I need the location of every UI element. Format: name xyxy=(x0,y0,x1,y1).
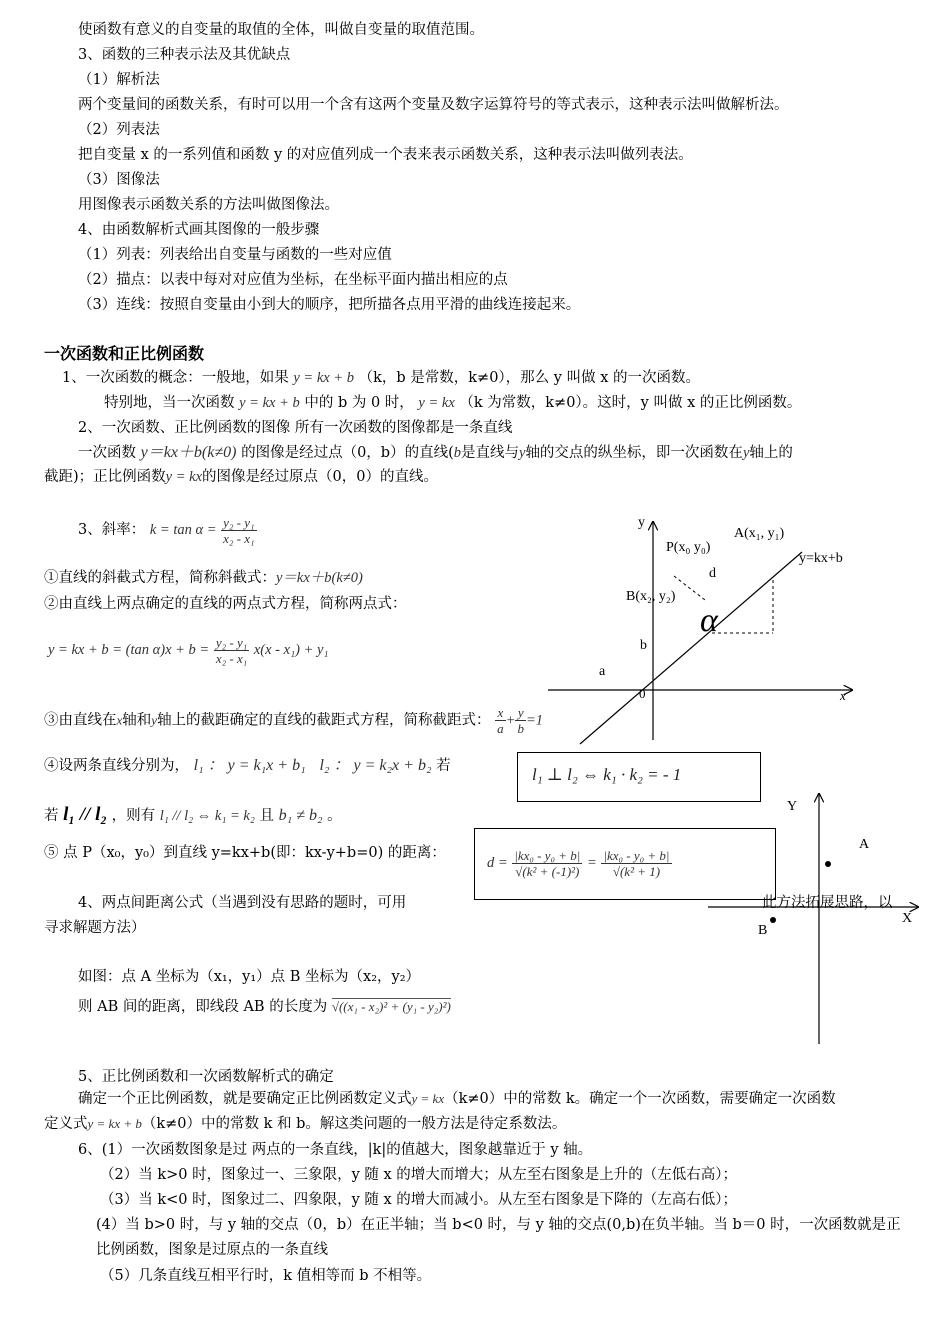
point-b-label: B xyxy=(758,923,768,938)
text: 轴和 xyxy=(122,712,152,729)
numerator: |kx₀ - y₀ + b| xyxy=(514,847,581,863)
denominator: √(k² + (-1)²) xyxy=(515,863,580,879)
fraction xyxy=(512,848,582,879)
formula: y＝kx＋b(k≠0) xyxy=(276,570,363,586)
text-line xyxy=(48,632,328,668)
text: 确定一个正比例函数，就是要确定正比例函数定义式 xyxy=(78,1091,412,1107)
text-line xyxy=(104,393,801,413)
distance-label: d xyxy=(709,566,716,581)
text: 是直线与 xyxy=(461,445,519,461)
numerator: |kx₀ - y₀ + b| xyxy=(603,847,670,863)
formula: l₂ ： y = k₂x + b₂ xyxy=(319,757,432,774)
text-line: 使函数有意义的自变量的取值的全体，叫做自变量的取值范围。 xyxy=(78,22,484,38)
y-axis-label: Y xyxy=(787,799,798,814)
dashed-distance xyxy=(674,576,705,600)
text-line: 4、由函数解析式画其图像的一般步骤 xyxy=(78,222,320,238)
formula: l₁ // l₂ xyxy=(63,804,107,825)
denominator: x₂ - x₁ xyxy=(223,530,255,546)
text-line: （5）几条直线互相平行时，k 值相等而 b 不相等。 xyxy=(100,1268,432,1284)
y-axis-label: y xyxy=(638,515,645,530)
point-b-label: B(x₂, y₂) xyxy=(626,589,676,604)
formula: y xyxy=(151,712,158,728)
text-line xyxy=(78,512,257,548)
text: 。 xyxy=(327,808,342,824)
text-line: 两个变量间的函数关系，有时可以用一个含有这两个变量及数字运算符号的等式表示，这种表示法叫做解析法。 xyxy=(78,97,789,113)
numerator: y₂ - y₁ xyxy=(223,514,255,530)
text-line xyxy=(44,568,363,588)
text-line: 5、正比例函数和一次函数解析式的确定 xyxy=(78,1069,334,1085)
text: 轴的交点的纵坐标，即一次函数在 xyxy=(525,445,743,461)
formula: =1 xyxy=(525,712,544,729)
text: 一次函数 xyxy=(78,445,136,461)
text: 1、一次函数的概念：一般地，如果 xyxy=(62,370,289,386)
formula: y = kx xyxy=(418,395,455,411)
text-line: 此方法拓展思路，以 xyxy=(762,895,893,911)
text-line: （3）连线：按照自变量由小到大的顺序，把所描各点用平滑的曲线连接起来。 xyxy=(78,297,581,313)
formula: y＝kx＋b(k≠0) xyxy=(140,444,237,461)
text: 且 xyxy=(259,808,274,824)
formula: y = kx xyxy=(411,1091,445,1106)
origin-label: 0 xyxy=(639,686,646,701)
text: 若 xyxy=(44,808,59,824)
point-a-label: A(x₁, y₁) xyxy=(734,526,785,541)
text-line: 用图像表示函数关系的方法叫做图像法。 xyxy=(78,197,339,213)
denominator: a xyxy=(497,721,504,736)
point-a-label: A xyxy=(859,837,870,852)
formula: y = kx + b xyxy=(239,395,300,411)
text: 则 AB 间的距离，即线段 AB 的长度为 xyxy=(78,999,328,1015)
formula: y = kx xyxy=(165,469,202,485)
formula: y = kx + b xyxy=(293,370,354,386)
denominator: √(k² + 1) xyxy=(612,863,661,879)
text-line: （3）当 k<0 时，图象过二、四象限，y 随 x 的增大而减小。从左至右图象是下降的（左高右低）； xyxy=(100,1192,738,1208)
text-line xyxy=(78,995,451,1019)
text-line: 2、一次函数、正比例函数的图像 所有一次函数的图像都是一条直线 xyxy=(78,420,513,436)
text-line: （3）图像法 xyxy=(78,172,160,188)
fraction xyxy=(221,515,256,546)
text-line xyxy=(44,1114,566,1134)
formula: y = kx + b = (tan α)x + b = xyxy=(48,642,210,658)
text: 中的 b 为 0 时， xyxy=(304,395,414,411)
formula: d = xyxy=(487,855,508,871)
text: 若 xyxy=(436,758,451,774)
formula: √((x₁ - x₂)² + (y₁ - y₂)²) xyxy=(331,999,451,1014)
text: 的图像是经过点（0，b）的直线( xyxy=(241,445,454,461)
fraction xyxy=(495,705,506,736)
numerator: y xyxy=(515,705,526,721)
formula: l₁ ⊥ l₂ ⇔ k₁ · k₂ = - 1 xyxy=(532,765,682,784)
text: （k，b 是常数，k≠0），那么 y 叫做 x 的一次函数。 xyxy=(358,370,700,386)
text: ④设两条直线分别为， xyxy=(44,758,189,774)
text-line: （2）当 k>0 时，图象过一、三象限，y 随 x 的增大而增大；从左至右图象是上升的（左低右高）； xyxy=(100,1167,738,1183)
fraction xyxy=(214,635,249,666)
intercept-b-label: b xyxy=(640,638,647,653)
formula: b₁ ≠ b₂ xyxy=(278,807,323,824)
text-line xyxy=(44,754,451,778)
text: 3、斜率： xyxy=(78,522,146,538)
text: ①直线的斜截式方程，简称斜截式： xyxy=(44,570,276,586)
numerator: x xyxy=(495,705,506,721)
point-p-label: P(x₀ y₀) xyxy=(666,540,711,555)
text-line: 比例函数，图象是过原点的一条直线 xyxy=(96,1242,328,1258)
text-line: ②由直线上两点确定的直线的两点式方程，简称两点式： xyxy=(44,596,407,612)
formula: y xyxy=(742,445,750,461)
numerator: y₂ - y₁ xyxy=(215,634,248,650)
line-graph xyxy=(580,552,802,744)
point-a xyxy=(825,861,831,867)
text-line: 把自变量 x 的一系列值和函数 y 的对应值列成一个表来表示函数关系，这种表示法叫做列表法。 xyxy=(78,147,693,163)
text-line: 3、函数的三种表示法及其优缺点 xyxy=(78,47,291,63)
text-line: ⑤ 点 P（x₀，y₀）到直线 y=kx+b(即：kx-y+b=0) 的距离： xyxy=(44,845,446,861)
x-axis-label: x xyxy=(840,688,846,703)
text-line: （1）列表：列表给出自变量与函数的一些对应值 xyxy=(78,247,392,263)
text: （k 为常数，k≠0）。这时，y 叫做 x 的正比例函数。 xyxy=(459,395,802,411)
text: 轴上的 xyxy=(749,445,793,461)
intercept-a-label: a xyxy=(599,664,606,679)
text-line: （2）描点：以表中每对对应值为坐标，在坐标平面内描出相应的点 xyxy=(78,272,508,288)
distance-diagram xyxy=(706,790,922,1052)
text-line: 4、两点间距离公式（当遇到没有思路的题时，可用 xyxy=(78,895,407,911)
text: ③由直线在 xyxy=(44,712,117,729)
formula: y = kx + b xyxy=(87,1116,142,1131)
line-label: y=kx+b xyxy=(799,551,843,566)
text: （k≠0）中的常数 k 和 b。解这类问题的一般方法是待定系数法。 xyxy=(141,1116,567,1132)
section-heading: 一次函数和正比例函数 xyxy=(44,344,205,363)
formula: l₁ // l₂ ⇔ k₁ = k₂ xyxy=(159,808,255,824)
text-line: （1）解析法 xyxy=(78,72,160,88)
text-line: （2）列表法 xyxy=(78,122,160,138)
text: 截距)；正比例函数 xyxy=(44,469,166,485)
text: ，则有 xyxy=(111,808,156,824)
text-line: 如图：点 A 坐标为（x₁，y₁）点 B 坐标为（x₂，y₂） xyxy=(78,969,421,985)
fraction xyxy=(515,705,526,736)
denominator: b xyxy=(517,721,524,736)
formula: k = tan α = xyxy=(149,522,217,538)
text-line: 6、(1）一次函数图象是过 两点的一条直线，|k|的值越大，图象越靠近于 y 轴。 xyxy=(78,1142,593,1158)
text-line xyxy=(44,467,438,487)
formula: y xyxy=(519,445,526,461)
text-line: 寻求解题方法） xyxy=(44,920,146,936)
text-line xyxy=(62,368,700,388)
denominator: x₂ - x₁ xyxy=(215,650,248,666)
text: （k≠0）中的常数 k。确定一个一次函数，需要确定一次函数 xyxy=(444,1091,836,1107)
text: 定义式 xyxy=(44,1116,88,1132)
text: 的图像是经过原点（0，0）的直线。 xyxy=(202,469,438,485)
text-line xyxy=(78,1089,836,1109)
formula: x(x - x₁) + y₁ xyxy=(253,642,329,658)
text-line: ③由直线在x轴和y轴上的截距确定的直线的截距式方程，简称截距式： $\frac{x}{a}$ + $\frac{y}{b}$ =1 xyxy=(44,705,544,736)
formula xyxy=(487,845,672,881)
alpha-label: α xyxy=(700,602,718,639)
x-axis-label: X xyxy=(902,911,913,926)
fraction xyxy=(601,848,671,879)
text: 特别地，当一次函数 xyxy=(104,395,235,411)
formula: b xyxy=(453,445,461,461)
text-line xyxy=(78,443,793,463)
text: 轴上的截距确定的直线的截距式方程，简称截距式： xyxy=(157,712,491,729)
formula: = xyxy=(587,855,597,871)
text-line: (4）当 b>0 时，与 y 轴的交点（0，b）在正半轴；当 b<0 时，与 y 轴的交点(0,b)在负半轴。当 b＝0 时，一次函数就是正 xyxy=(96,1217,901,1233)
text-line xyxy=(44,803,342,828)
formula: x xyxy=(116,712,123,728)
slope-diagram xyxy=(540,508,860,748)
formula: l₁ ： y = k₁x + b₁ xyxy=(193,757,306,774)
point-b xyxy=(770,917,776,923)
